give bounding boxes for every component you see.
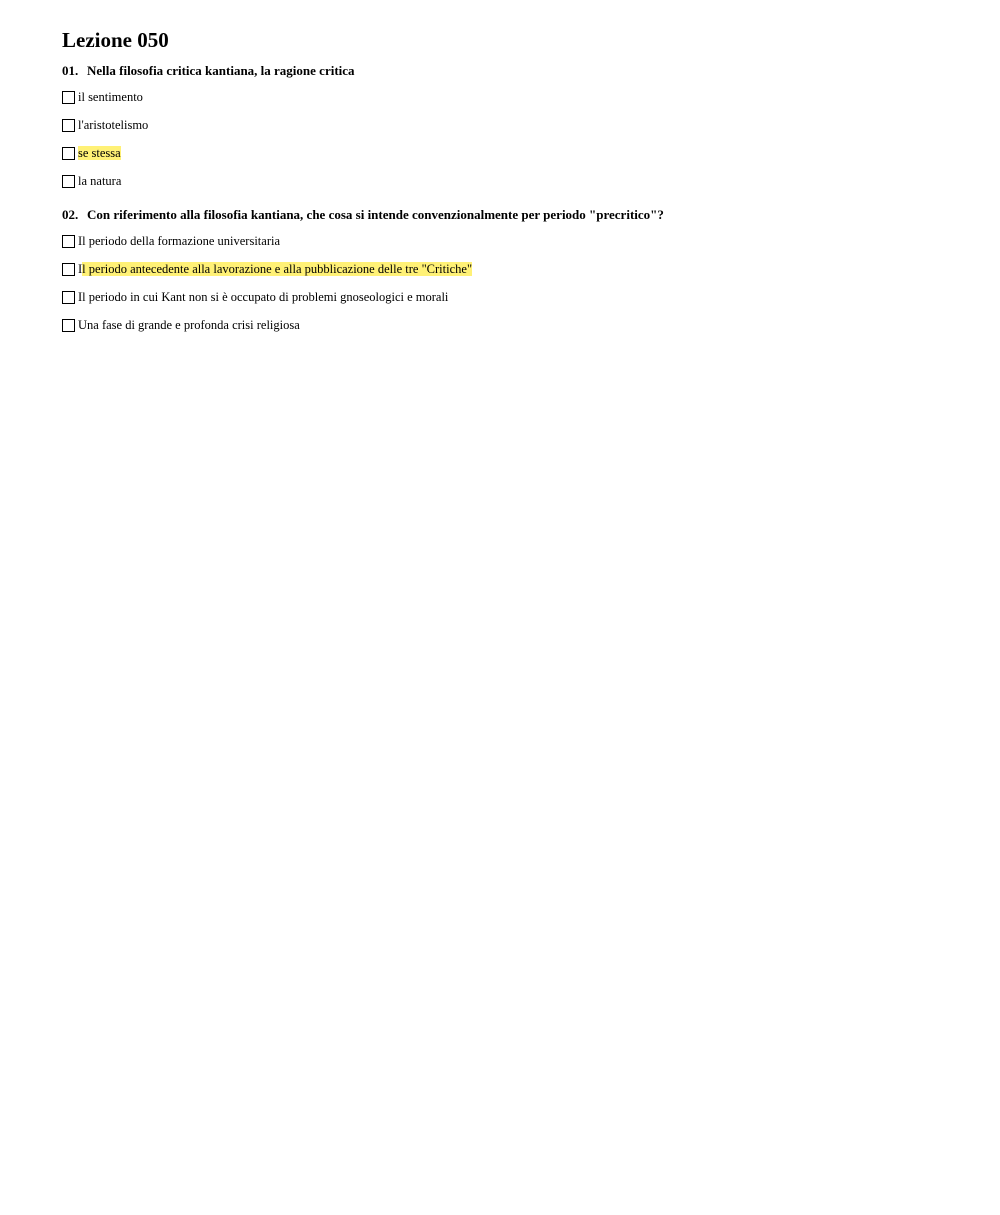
option-text: la natura: [78, 173, 122, 188]
checkbox-icon[interactable]: [62, 119, 75, 132]
checkbox-icon[interactable]: [62, 91, 75, 104]
option-text: Una fase di grande e profonda crisi religiosa: [78, 317, 300, 332]
answer-option[interactable]: [62, 231, 962, 251]
document-page: [62, 27, 962, 351]
answer-option[interactable]: [62, 259, 962, 279]
checkbox-icon[interactable]: [62, 319, 75, 332]
question-text: [62, 207, 962, 223]
question-01: [62, 63, 962, 191]
answer-option[interactable]: [62, 287, 962, 307]
option-text: Il periodo in cui Kant non si è occupato di problemi gnoseologici e morali: [78, 289, 449, 304]
question-prompt: Nella filosofia critica kantiana, la ragione critica: [87, 63, 355, 78]
option-text: Il periodo antecedente alla lavorazione e alla pubblicazione delle tre "Critiche": [78, 261, 473, 276]
answer-option[interactable]: [62, 115, 962, 135]
checkbox-icon[interactable]: [62, 263, 75, 276]
answer-option[interactable]: [62, 171, 962, 191]
answer-option[interactable]: [62, 143, 962, 163]
question-number: 01.: [62, 63, 79, 78]
option-text: [78, 146, 121, 161]
question-number: 02.: [62, 207, 79, 222]
option-text: Il periodo della formazione universitaria: [78, 233, 281, 248]
question-text: [62, 63, 962, 79]
highlighted-answer: l periodo antecedente alla lavorazione e alla pubblicazione delle tre "Critiche": [82, 261, 473, 276]
question-02: [62, 207, 962, 335]
option-text: l'aristotelismo: [78, 117, 149, 132]
lesson-title: Lezione 050: [62, 28, 169, 52]
question-prompt: Con riferimento alla filosofia kantiana, che cosa si intende convenzionalmente per periodo "precritico"?: [87, 207, 664, 222]
answer-option[interactable]: [62, 87, 962, 107]
highlighted-answer: se stessa: [78, 145, 121, 160]
checkbox-icon[interactable]: [62, 235, 75, 248]
answer-option[interactable]: [62, 315, 962, 335]
option-text: il sentimento: [78, 89, 143, 104]
checkbox-icon[interactable]: [62, 147, 75, 160]
checkbox-icon[interactable]: [62, 175, 75, 188]
checkbox-icon[interactable]: [62, 291, 75, 304]
